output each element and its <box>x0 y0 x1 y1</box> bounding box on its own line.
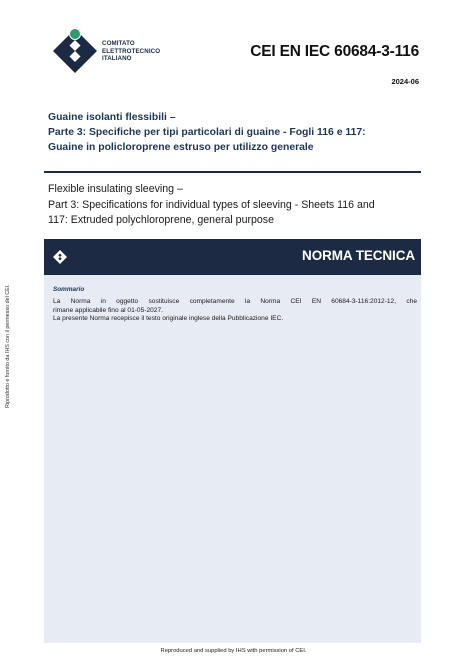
org-line-1: COMITATO <box>102 40 135 47</box>
cei-logo <box>52 28 98 74</box>
summary-paragraph-2: La presente Norma recepisce il testo originale inglese della Pubblicazione IEC. <box>53 315 284 323</box>
italian-title-line-3: Guaine in policloroprene estruso per utilizzo generale <box>48 142 314 153</box>
english-title-line-1: Flexible insulating sleeving – <box>48 183 183 195</box>
italian-title-line-2: Parte 3: Specifiche per tipi particolari di guaine - Fogli 116 e 117: <box>48 127 366 138</box>
summary-panel <box>44 275 421 643</box>
org-line-3: ITALIANO <box>102 55 132 63</box>
banner-label: NORMA TECNICA <box>302 248 415 263</box>
summary-paragraph-1-line-1: La Norma in oggetto sostituisce completamente la Norma CEI EN 60684-3-116:2012-12, che <box>53 298 417 305</box>
side-copyright-note <box>0 258 12 408</box>
side-note-text: Riprodotto e fornito da IHS con il permesso del CEI. <box>5 284 11 408</box>
summary-paragraph-1-line-2: rimane applicabile fino al 01-05-2027. <box>53 306 163 314</box>
italian-title-line-1: Guaine isolanti flessibili – <box>48 112 176 123</box>
italian-title <box>48 110 420 155</box>
english-title-line-3: 117: Extruded polychloroprene, general purpose <box>48 214 274 226</box>
organization-name <box>102 40 160 63</box>
summary-body <box>53 298 417 324</box>
summary-heading: Sommario <box>53 286 85 293</box>
summary-paragraph-1 <box>53 298 417 315</box>
footer-copyright: Reproduced and supplied by IHS with permission of CEI. <box>160 648 307 654</box>
org-line-2: ELETTROTECNICO <box>102 47 161 55</box>
title-divider <box>44 171 421 173</box>
english-title-line-2: Part 3: Specifications for individual types of sleeving - Sheets 116 and <box>48 198 375 211</box>
diamond-logo-icon <box>53 250 67 264</box>
document-date: 2024-06 <box>391 77 419 86</box>
document-code: CEI EN IEC 60684-3-116 <box>250 43 419 60</box>
norma-tecnica-banner <box>44 239 421 275</box>
english-title <box>48 182 420 229</box>
